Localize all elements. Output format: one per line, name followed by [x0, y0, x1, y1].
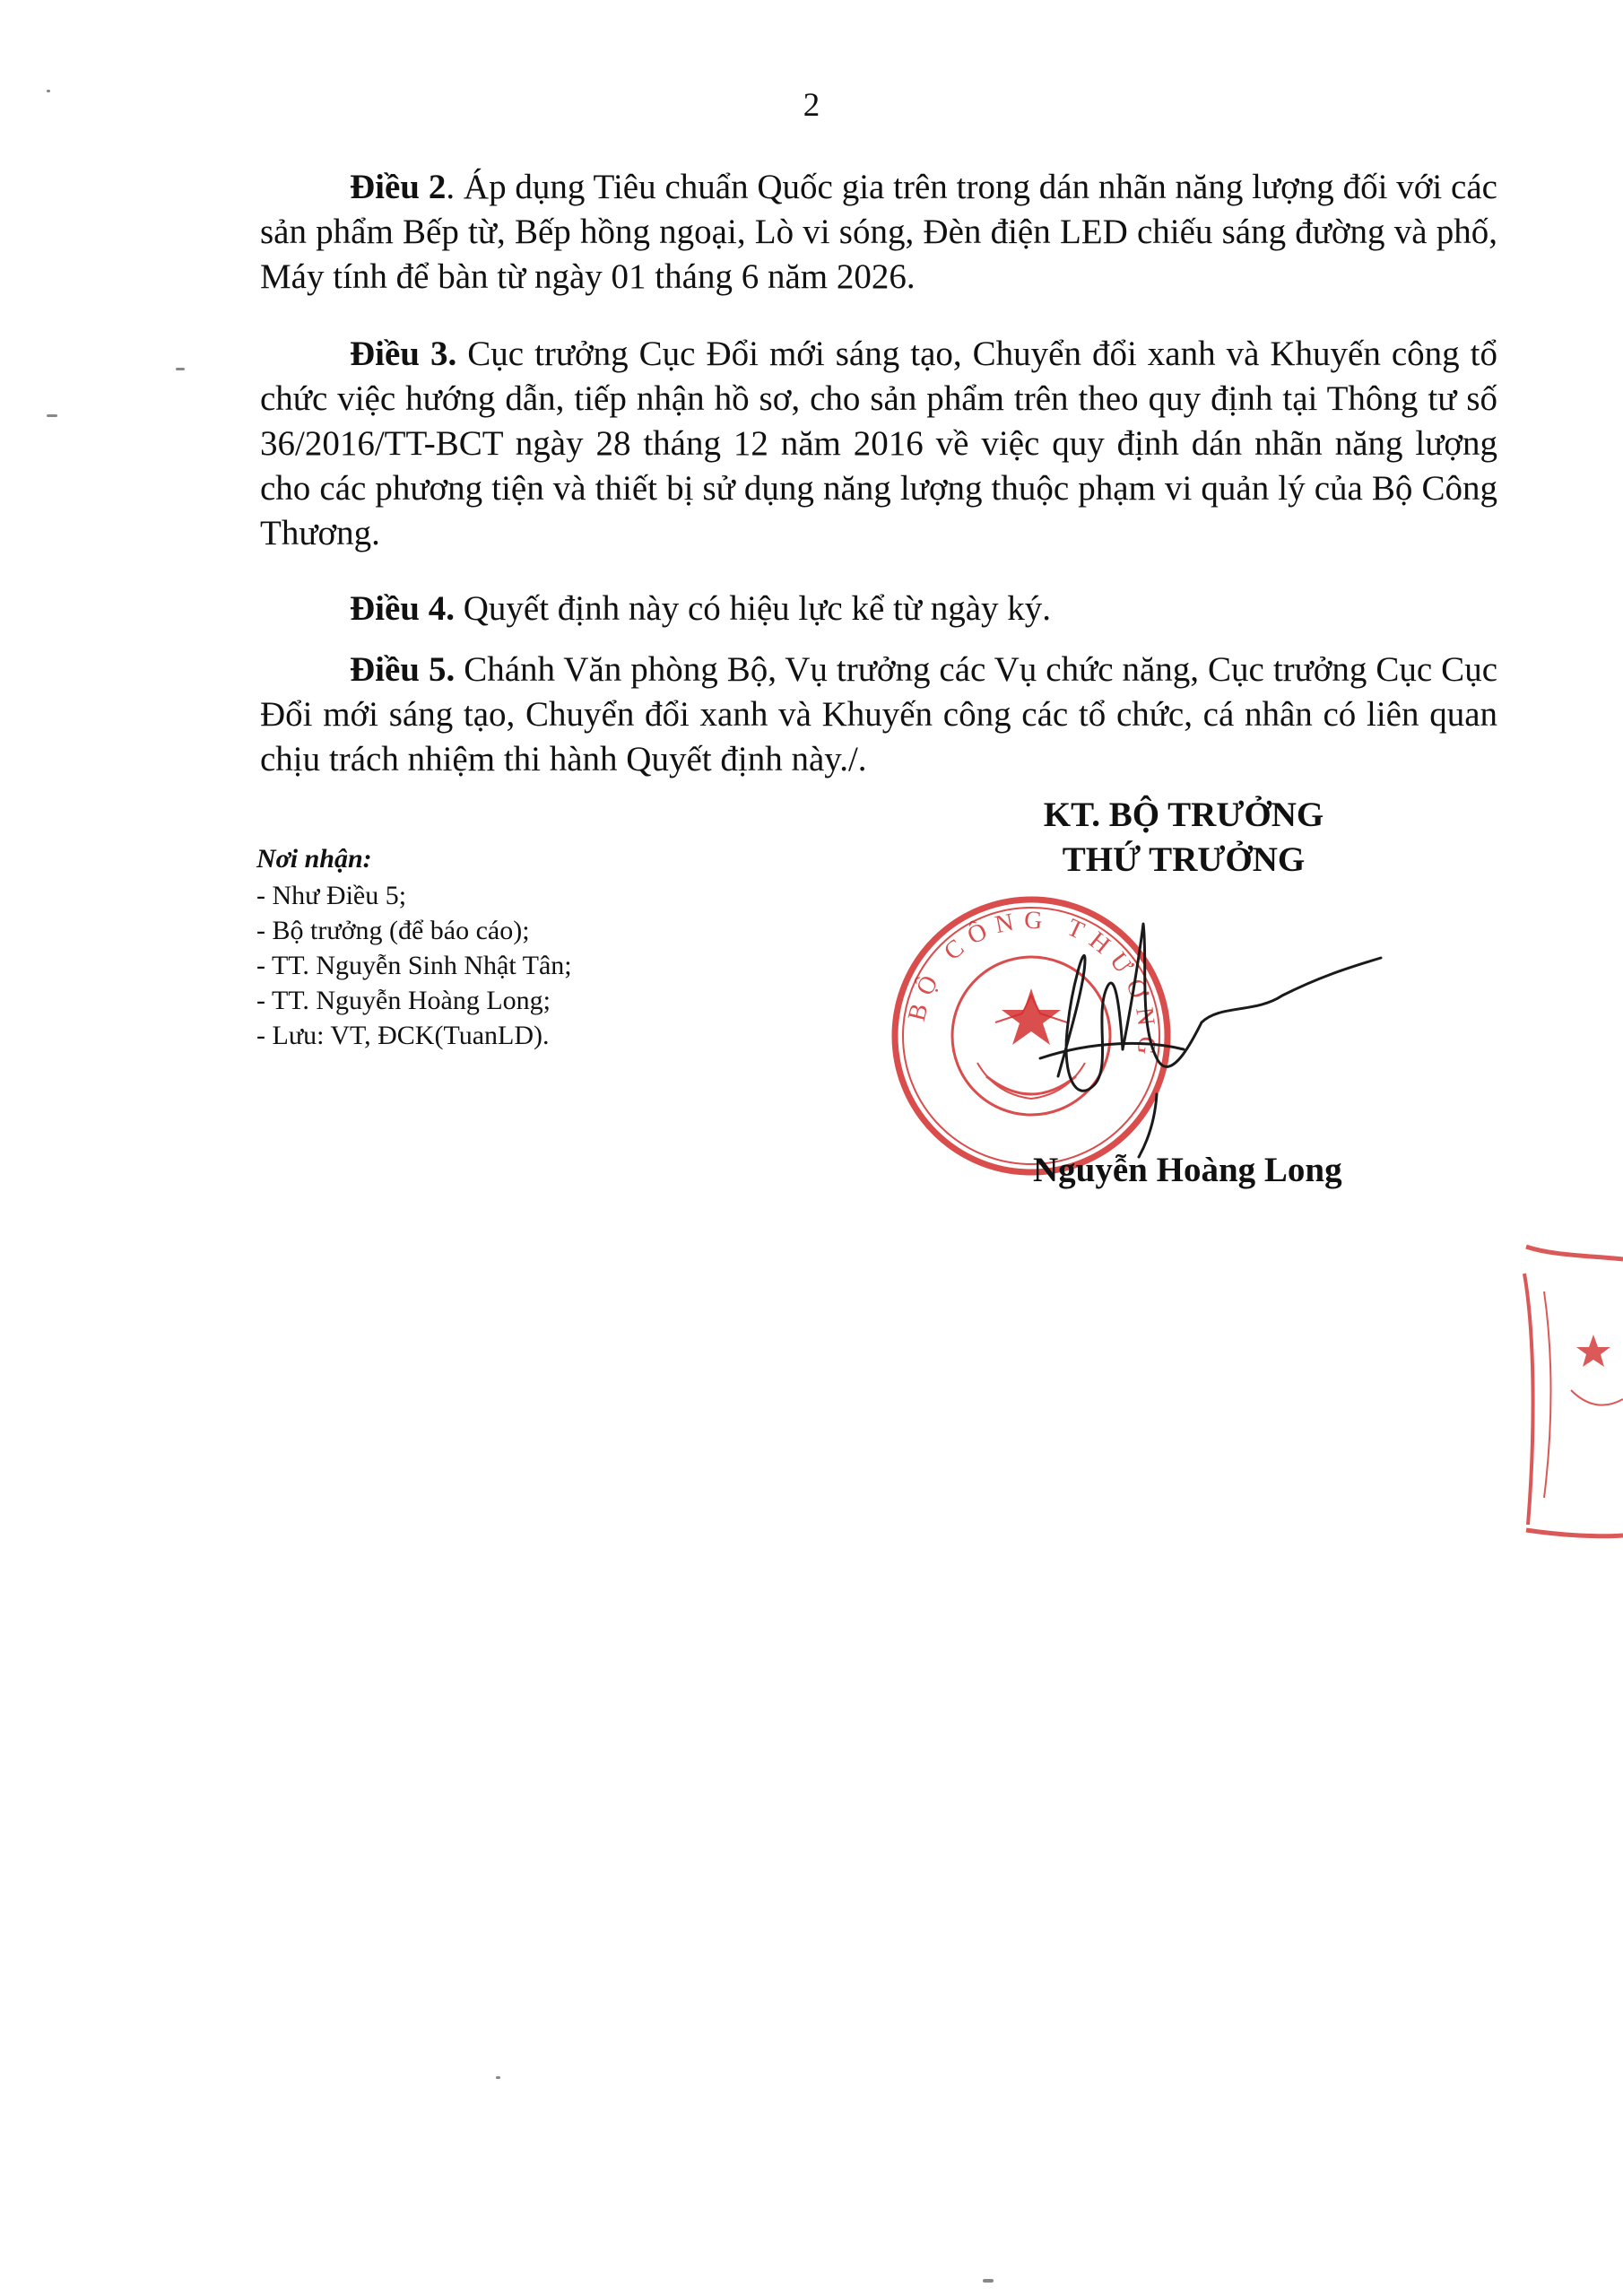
signature-title-block — [995, 793, 1372, 883]
signature-title-line2: THỨ TRƯỞNG — [1062, 840, 1306, 879]
article-4 — [260, 587, 1497, 631]
recipient-item: - Lưu: VT, ĐCK(TuanLD). — [256, 1021, 550, 1050]
article-4-text: Quyết định này có hiệu lực kể từ ngày ký. — [455, 589, 1052, 628]
scan-speck — [47, 90, 50, 92]
recipient-item: - TT. Nguyễn Sinh Nhật Tân; — [256, 951, 572, 980]
signer-name: Nguyễn Hoàng Long — [1033, 1151, 1342, 1189]
handwritten-signature — [1022, 906, 1417, 1166]
article-3-text: Cục trưởng Cục Đổi mới sáng tạo, Chuyển đổi xanh và Khuyến công tổ chức việc hướng dẫn, tiếp nhận hồ sơ, cho sản phẩm trên theo quy định tại Thông tư số 36/2016/TT-BCT ngày 28 tháng 12 năm 2016 về việc quy định dán nhãn năng lượng cho các phương tiện và thiết bị sử dụng năng lượng thuộc phạm vi quản lý của Bộ Công Thương. — [260, 335, 1497, 552]
article-2-text: . Áp dụng Tiêu chuẩn Quốc gia trên trong dán nhãn năng lượng đối với các sản phẩm Bếp từ, Bếp hồng ngoại, Lò vi sóng, Đèn điện LED chiếu sáng đường và phố, Máy tính để bàn từ ngày 01 tháng 6 năm 2026. — [260, 168, 1497, 296]
recipient-item: - Như Điều 5; — [256, 881, 407, 910]
article-3-label: Điều 3. — [350, 335, 457, 373]
article-2 — [260, 165, 1497, 300]
article-5-label: Điều 5. — [350, 650, 456, 689]
recipient-item: - Bộ trưởng (để báo cáo); — [256, 916, 530, 945]
recipient-item: - TT. Nguyễn Hoàng Long; — [256, 986, 551, 1015]
scan-speck — [983, 2279, 994, 2283]
scan-speck — [47, 414, 57, 417]
edge-seal-stamp — [1517, 1229, 1623, 1552]
article-5 — [260, 648, 1497, 782]
scan-speck — [496, 2076, 500, 2079]
page-number: 2 — [803, 87, 820, 124]
signature-title-line1: KT. BỘ TRƯỞNG — [1043, 796, 1324, 834]
recipients-list — [256, 841, 759, 1053]
article-3 — [260, 332, 1497, 556]
scan-speck — [176, 368, 185, 370]
article-5-text: Chánh Văn phòng Bộ, Vụ trưởng các Vụ chức năng, Cục trưởng Cục Cục Đổi mới sáng tạo, Chuyển đổi xanh và Khuyến công các tổ chức, cá nhân có liên quan chịu trách nhiệm thi hành Quyết định này./. — [260, 650, 1498, 778]
recipients-title: Nơi nhận: — [256, 844, 372, 874]
article-2-label: Điều 2 — [350, 168, 447, 206]
article-4-label: Điều 4. — [350, 589, 455, 628]
svg-text:BỘ CÔNG THƯƠNG: BỘ CÔNG THƯƠNG — [902, 906, 1161, 1065]
